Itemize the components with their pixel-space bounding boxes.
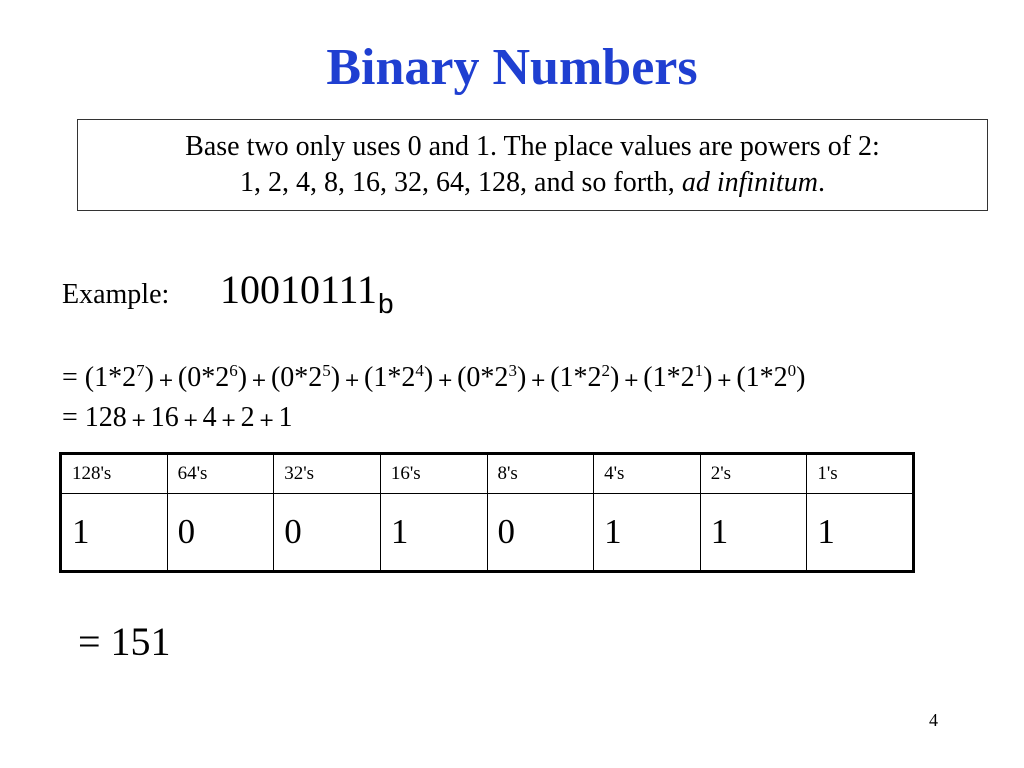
sum-term: 16	[150, 402, 179, 433]
place-value-header: 2's	[700, 454, 807, 494]
plus-sign: +	[157, 369, 174, 391]
expansion-term: $(1*2^1)$	[643, 361, 713, 393]
example-binary-digits: 10010111	[220, 267, 378, 312]
expansion-term: $(1*2^4)$	[364, 361, 434, 393]
example-base-subscript: b	[378, 288, 394, 319]
sum-term: 2	[240, 402, 255, 433]
expansion-equals: =	[62, 362, 85, 393]
sum-term: 1	[278, 402, 293, 433]
definition-italic-phrase: ad infinitum	[681, 167, 818, 198]
plus-sign: +	[130, 409, 147, 431]
expansion-term: $(0*2^5)$	[270, 361, 341, 393]
sum-term: 4	[202, 402, 217, 433]
place-value-header: 1's	[807, 454, 914, 494]
exponent: 3	[508, 361, 517, 380]
plus-sign: +	[716, 369, 733, 391]
exponent: 7	[136, 361, 145, 380]
bit-row	[61, 494, 914, 572]
sum-line	[62, 401, 292, 437]
plus-sign: +	[220, 409, 237, 431]
plus-sign: +	[623, 369, 640, 391]
bit-cell: 1	[594, 494, 701, 572]
exponent: 0	[787, 361, 797, 380]
example-label: Example:	[62, 279, 170, 310]
place-value-header: 8's	[487, 454, 594, 494]
plus-sign: +	[530, 369, 547, 391]
example-binary-number	[220, 266, 394, 318]
definition-line-2-text: 1, 2, 4, 8, 16, 32, 64, 128, and so forth,	[240, 167, 682, 198]
expansion-term: $(1*2^0)$	[736, 361, 806, 393]
plus-sign: +	[437, 369, 454, 391]
expansion-line	[62, 361, 806, 397]
place-value-header: 32's	[274, 454, 381, 494]
exponent: 6	[229, 361, 238, 380]
place-value-table	[59, 452, 915, 573]
bit-cell: 0	[274, 494, 381, 572]
place-value-header: 128's	[61, 454, 168, 494]
plus-sign: +	[344, 369, 361, 391]
result-value: = 151	[78, 619, 171, 664]
expansion-term: $(0*2^3)$	[457, 361, 527, 393]
place-value-header: 64's	[167, 454, 274, 494]
definition-line-1: Base two only uses 0 and 1. The place values are powers of 2:	[185, 131, 880, 162]
definition-box	[77, 119, 988, 211]
slide-title: Binary Numbers	[326, 39, 698, 96]
definition-line-2	[78, 165, 987, 201]
expansion-term: $(1*2^7)$	[84, 361, 154, 393]
plus-sign: +	[258, 409, 275, 431]
expansion-term: $(0*2^6)$	[177, 361, 248, 393]
sum-term: 128	[84, 402, 127, 433]
bit-cell: 1	[380, 494, 487, 572]
page-number: 4	[929, 710, 938, 730]
definition-line-2-end: .	[817, 167, 825, 198]
place-value-header-row	[61, 454, 914, 494]
bit-cell: 1	[700, 494, 807, 572]
sum-equals: =	[62, 402, 85, 433]
bit-cell: 0	[487, 494, 594, 572]
bit-cell: 1	[807, 494, 914, 572]
bit-cell: 1	[61, 494, 168, 572]
expansion-term: $(1*2^2)$	[550, 361, 620, 393]
bit-cell: 0	[167, 494, 274, 572]
exponent: 2	[601, 361, 611, 380]
place-value-header: 16's	[380, 454, 487, 494]
exponent: 5	[322, 361, 331, 380]
plus-sign: +	[182, 409, 199, 431]
place-value-header: 4's	[594, 454, 701, 494]
plus-sign: +	[251, 369, 267, 391]
exponent: 4	[415, 361, 424, 380]
exponent: 1	[694, 361, 704, 380]
